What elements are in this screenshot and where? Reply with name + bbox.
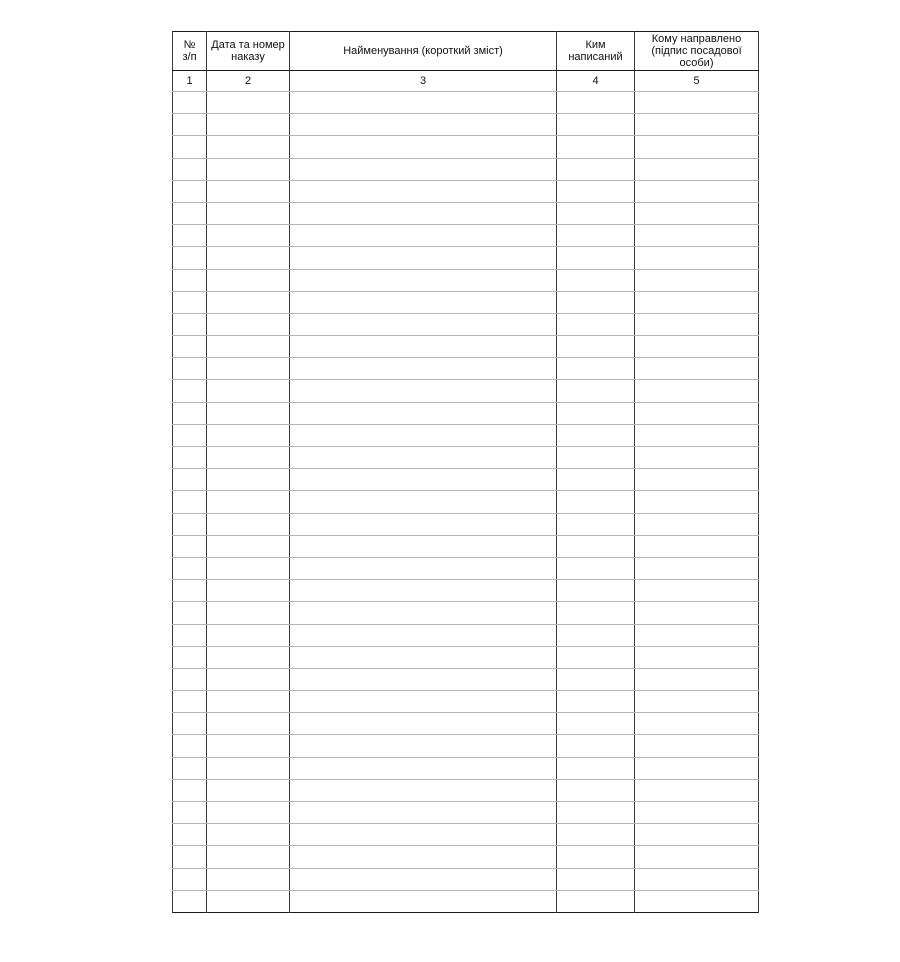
- table-cell: [557, 513, 635, 535]
- table-cell: [173, 424, 207, 446]
- table-cell: [557, 114, 635, 136]
- column-number-cell: 3: [290, 71, 557, 92]
- table-cell: [290, 291, 557, 313]
- table-row: [173, 136, 759, 158]
- table-cell: [557, 691, 635, 713]
- table-cell: [290, 580, 557, 602]
- table-row: [173, 890, 759, 912]
- table-cell: [173, 668, 207, 690]
- table-cell: [635, 336, 759, 358]
- table-cell: [635, 557, 759, 579]
- table-cell: [290, 380, 557, 402]
- table-cell: [173, 269, 207, 291]
- table-cell: [557, 136, 635, 158]
- table-cell: [635, 114, 759, 136]
- table-cell: [557, 890, 635, 912]
- table-row: [173, 779, 759, 801]
- table-cell: [635, 779, 759, 801]
- table-cell: [173, 890, 207, 912]
- table-cell: [207, 247, 290, 269]
- table-row: [173, 358, 759, 380]
- table-cell: [635, 668, 759, 690]
- table-cell: [290, 92, 557, 114]
- table-cell: [557, 535, 635, 557]
- table-cell: [173, 402, 207, 424]
- table-cell: [557, 158, 635, 180]
- table-cell: [173, 336, 207, 358]
- table-cell: [557, 757, 635, 779]
- table-cell: [173, 713, 207, 735]
- table-cell: [290, 247, 557, 269]
- table-cell: [557, 735, 635, 757]
- table-cell: [207, 424, 290, 446]
- table-cell: [207, 824, 290, 846]
- table-cell: [557, 624, 635, 646]
- table-cell: [207, 202, 290, 224]
- table-row: [173, 846, 759, 868]
- header-cell-recipient: Кому направлено (підпис посадової особи): [635, 32, 759, 71]
- table-cell: [290, 491, 557, 513]
- table-cell: [207, 92, 290, 114]
- table-cell: [207, 491, 290, 513]
- header-cell-number: № з/п: [173, 32, 207, 71]
- table-row: [173, 735, 759, 757]
- table-cell: [290, 802, 557, 824]
- table-cell: [207, 380, 290, 402]
- table-cell: [290, 447, 557, 469]
- table-cell: [557, 336, 635, 358]
- table-cell: [635, 380, 759, 402]
- table-cell: [290, 358, 557, 380]
- table-cell: [173, 291, 207, 313]
- table-cell: [557, 802, 635, 824]
- table-cell: [173, 180, 207, 202]
- table-cell: [207, 336, 290, 358]
- table-cell: [207, 469, 290, 491]
- table-cell: [557, 447, 635, 469]
- table-row: [173, 491, 759, 513]
- table-row: [173, 469, 759, 491]
- table-row: [173, 202, 759, 224]
- table-row: [173, 291, 759, 313]
- table-cell: [173, 513, 207, 535]
- table-cell: [635, 447, 759, 469]
- table-cell: [207, 225, 290, 247]
- table-cell: [207, 269, 290, 291]
- table-cell: [635, 868, 759, 890]
- table-cell: [290, 225, 557, 247]
- table-cell: [207, 535, 290, 557]
- table-cell: [635, 802, 759, 824]
- table-cell: [635, 313, 759, 335]
- table-cell: [290, 646, 557, 668]
- table-cell: [290, 269, 557, 291]
- table-row: [173, 225, 759, 247]
- table-cell: [207, 580, 290, 602]
- table-cell: [290, 824, 557, 846]
- table-cell: [635, 202, 759, 224]
- table-cell: [290, 713, 557, 735]
- table-cell: [635, 491, 759, 513]
- column-number-cell: 2: [207, 71, 290, 92]
- table-row: [173, 624, 759, 646]
- table-cell: [290, 180, 557, 202]
- table-cell: [557, 202, 635, 224]
- table-cell: [207, 713, 290, 735]
- table-row: [173, 313, 759, 335]
- table-cell: [207, 779, 290, 801]
- table-row: [173, 757, 759, 779]
- table-cell: [635, 358, 759, 380]
- header-cell-date-order: Дата та номер наказу: [207, 32, 290, 71]
- table-row: [173, 247, 759, 269]
- table-cell: [207, 668, 290, 690]
- orders-register-table: [172, 31, 759, 913]
- table-cell: [173, 802, 207, 824]
- table-cell: [173, 846, 207, 868]
- table-cell: [173, 136, 207, 158]
- table-row: [173, 158, 759, 180]
- table-cell: [290, 402, 557, 424]
- table-row: [173, 668, 759, 690]
- table-cell: [173, 646, 207, 668]
- table-cell: [635, 535, 759, 557]
- table-row: [173, 402, 759, 424]
- table-cell: [557, 646, 635, 668]
- table-row: [173, 802, 759, 824]
- table-cell: [173, 491, 207, 513]
- header-cell-title: Найменування (короткий зміст): [290, 32, 557, 71]
- table-cell: [557, 557, 635, 579]
- table-cell: [635, 580, 759, 602]
- table-cell: [557, 247, 635, 269]
- table-cell: [557, 92, 635, 114]
- table-cell: [635, 136, 759, 158]
- table-cell: [207, 557, 290, 579]
- table-cell: [557, 291, 635, 313]
- table-cell: [557, 424, 635, 446]
- table-cell: [173, 824, 207, 846]
- table-cell: [557, 868, 635, 890]
- table-row: [173, 868, 759, 890]
- table-cell: [290, 846, 557, 868]
- table-cell: [207, 602, 290, 624]
- table-cell: [290, 735, 557, 757]
- table-cell: [635, 624, 759, 646]
- table-cell: [290, 668, 557, 690]
- table-cell: [173, 868, 207, 890]
- table-row: [173, 580, 759, 602]
- table-cell: [173, 602, 207, 624]
- table-row: [173, 424, 759, 446]
- table-cell: [635, 890, 759, 912]
- table-cell: [635, 513, 759, 535]
- table-cell: [635, 469, 759, 491]
- table-cell: [557, 180, 635, 202]
- table-cell: [290, 513, 557, 535]
- table-cell: [207, 358, 290, 380]
- table-cell: [290, 535, 557, 557]
- table-cell: [290, 469, 557, 491]
- table-cell: [557, 491, 635, 513]
- table-cell: [557, 313, 635, 335]
- table-cell: [635, 180, 759, 202]
- table-cell: [173, 557, 207, 579]
- table-cell: [207, 313, 290, 335]
- table-cell: [557, 668, 635, 690]
- table-cell: [207, 735, 290, 757]
- table-cell: [173, 735, 207, 757]
- table-cell: [557, 269, 635, 291]
- table-row: [173, 824, 759, 846]
- table-cell: [635, 824, 759, 846]
- column-number-row: [173, 71, 759, 92]
- table-row: [173, 513, 759, 535]
- table-cell: [557, 380, 635, 402]
- table-cell: [635, 291, 759, 313]
- table-cell: [207, 447, 290, 469]
- table-cell: [635, 713, 759, 735]
- table-cell: [173, 225, 207, 247]
- table-cell: [635, 602, 759, 624]
- table-cell: [290, 557, 557, 579]
- column-number-cell: 4: [557, 71, 635, 92]
- table-body: [173, 71, 759, 913]
- table-cell: [557, 580, 635, 602]
- table-cell: [207, 114, 290, 136]
- table-cell: [207, 180, 290, 202]
- table-cell: [207, 136, 290, 158]
- table-cell: [207, 291, 290, 313]
- table-row: [173, 269, 759, 291]
- header-row: [173, 32, 759, 71]
- table-cell: [207, 868, 290, 890]
- table-cell: [173, 247, 207, 269]
- table-cell: [207, 846, 290, 868]
- table-cell: [635, 757, 759, 779]
- table-cell: [173, 380, 207, 402]
- table-cell: [207, 802, 290, 824]
- table-cell: [557, 358, 635, 380]
- table-cell: [635, 158, 759, 180]
- table-row: [173, 447, 759, 469]
- table-cell: [290, 757, 557, 779]
- table-cell: [290, 779, 557, 801]
- table-cell: [290, 158, 557, 180]
- table-cell: [173, 313, 207, 335]
- table-cell: [635, 247, 759, 269]
- table-cell: [557, 846, 635, 868]
- table-row: [173, 114, 759, 136]
- table-row: [173, 691, 759, 713]
- table-cell: [557, 713, 635, 735]
- table-cell: [557, 402, 635, 424]
- table-cell: [635, 92, 759, 114]
- table-cell: [207, 691, 290, 713]
- table-cell: [557, 602, 635, 624]
- table-cell: [557, 779, 635, 801]
- table-cell: [290, 691, 557, 713]
- table-cell: [173, 779, 207, 801]
- table-cell: [207, 646, 290, 668]
- table-cell: [290, 868, 557, 890]
- table-row: [173, 336, 759, 358]
- table-row: [173, 92, 759, 114]
- table-cell: [207, 513, 290, 535]
- table-cell: [635, 402, 759, 424]
- header-cell-author: Ким написаний: [557, 32, 635, 71]
- table-cell: [173, 158, 207, 180]
- table-cell: [635, 691, 759, 713]
- table-cell: [635, 735, 759, 757]
- table-cell: [635, 424, 759, 446]
- table-cell: [173, 624, 207, 646]
- table-cell: [173, 535, 207, 557]
- table-row: [173, 557, 759, 579]
- table-cell: [173, 691, 207, 713]
- table-cell: [290, 313, 557, 335]
- table-cell: [557, 824, 635, 846]
- table-cell: [207, 158, 290, 180]
- table-row: [173, 180, 759, 202]
- table-cell: [173, 92, 207, 114]
- table-cell: [290, 890, 557, 912]
- table-row: [173, 535, 759, 557]
- table-cell: [557, 225, 635, 247]
- table-cell: [207, 757, 290, 779]
- table-cell: [290, 336, 557, 358]
- table-cell: [173, 757, 207, 779]
- table-row: [173, 713, 759, 735]
- table-cell: [290, 602, 557, 624]
- table-cell: [207, 402, 290, 424]
- table-cell: [207, 890, 290, 912]
- table-cell: [207, 624, 290, 646]
- table-cell: [635, 269, 759, 291]
- table-cell: [173, 580, 207, 602]
- table-cell: [173, 202, 207, 224]
- table-cell: [173, 447, 207, 469]
- table-cell: [635, 846, 759, 868]
- table-cell: [290, 136, 557, 158]
- table-cell: [635, 225, 759, 247]
- table-cell: [290, 202, 557, 224]
- table-cell: [290, 624, 557, 646]
- table-row: [173, 380, 759, 402]
- table-row: [173, 646, 759, 668]
- table-cell: [173, 469, 207, 491]
- table-cell: [290, 424, 557, 446]
- table-row: [173, 602, 759, 624]
- column-number-cell: 5: [635, 71, 759, 92]
- table-cell: [173, 358, 207, 380]
- table-cell: [635, 646, 759, 668]
- column-number-cell: 1: [173, 71, 207, 92]
- table-cell: [557, 469, 635, 491]
- table-cell: [173, 114, 207, 136]
- table-cell: [290, 114, 557, 136]
